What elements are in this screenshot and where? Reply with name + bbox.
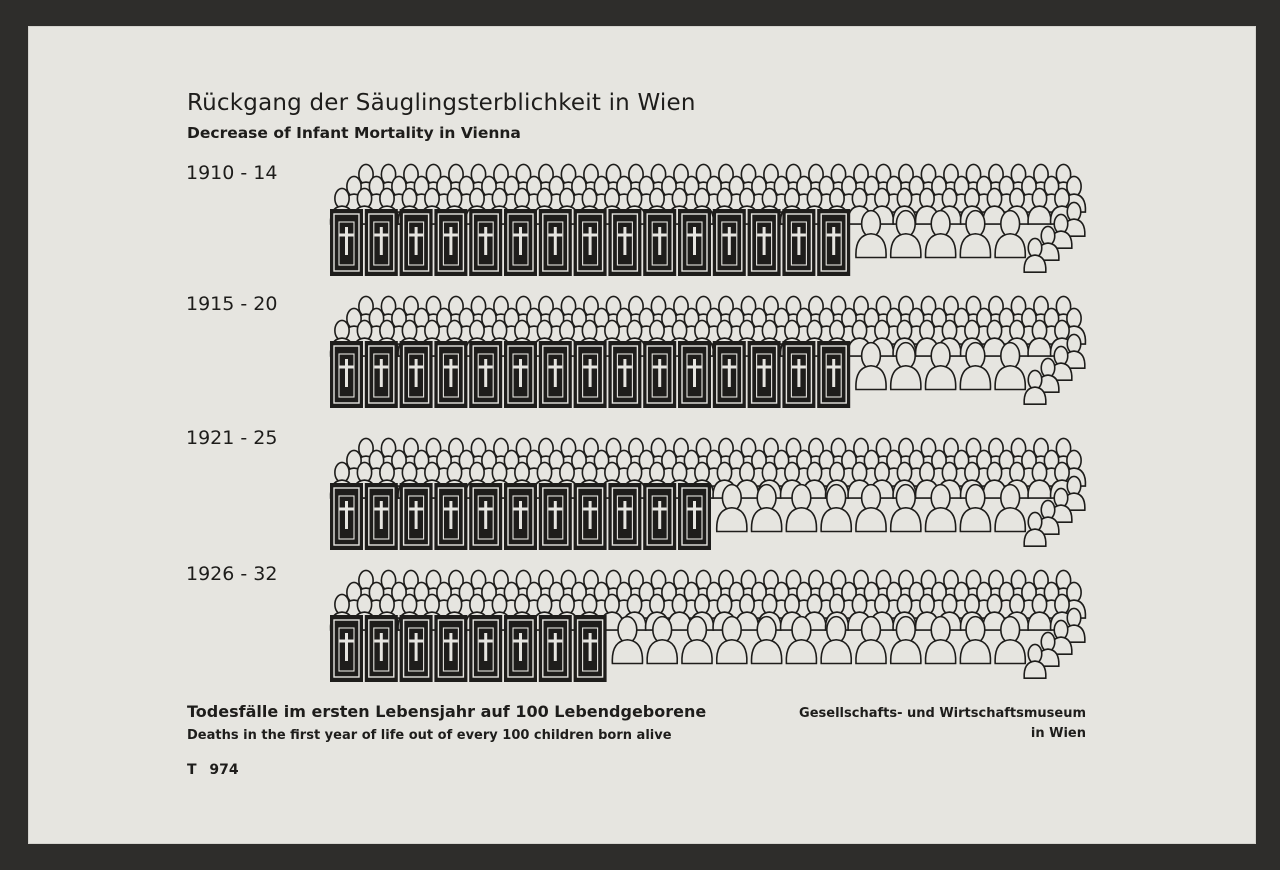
publisher-city: in Wien <box>1030 726 1086 741</box>
coffin-mark <box>678 341 711 408</box>
coffin-mark <box>365 615 398 682</box>
coffin-mark <box>434 483 467 550</box>
coffin-mark <box>539 209 572 276</box>
coffin-mark <box>539 615 572 682</box>
isotype-row <box>330 570 1085 682</box>
axis-label-en: Deaths in the first year of life out of every 100 children born alive <box>187 728 672 743</box>
coffin-mark <box>782 341 815 408</box>
coffin-mark <box>574 483 607 550</box>
coffin-mark <box>817 341 850 408</box>
coffin-mark <box>330 341 363 408</box>
coffin-mark <box>469 615 502 682</box>
coffin-mark <box>330 483 363 550</box>
coffin-mark <box>504 615 537 682</box>
coffin-mark <box>643 483 676 550</box>
coffin-mark <box>434 615 467 682</box>
coffin-mark <box>608 483 641 550</box>
isotype-row <box>330 164 1085 276</box>
coffin-mark <box>330 209 363 276</box>
coffin-mark <box>574 341 607 408</box>
coffin-mark <box>469 341 502 408</box>
coffin-mark <box>504 341 537 408</box>
publisher-name: Gesellschafts- und Wirtschaftsmuseum <box>799 706 1086 721</box>
coffin-mark <box>643 341 676 408</box>
coffin-mark <box>782 209 815 276</box>
coffin-mark <box>539 341 572 408</box>
coffin-mark <box>608 209 641 276</box>
year-label: 1926 - 32 <box>186 563 278 585</box>
coffin-mark <box>643 209 676 276</box>
coffin-mark <box>713 209 746 276</box>
coffin-mark <box>330 615 363 682</box>
coffin-mark <box>574 615 607 682</box>
coffin-mark <box>574 209 607 276</box>
chart-title: Rückgang der Säuglingsterblichkeit in Wien <box>187 90 696 116</box>
coffin-mark <box>504 209 537 276</box>
axis-label-de: Todesfälle im ersten Lebensjahr auf 100 Lebendgeborene <box>187 702 707 721</box>
coffin-mark <box>434 209 467 276</box>
coffin-mark <box>400 209 433 276</box>
catalog-number: T 974 <box>187 762 239 778</box>
coffin-mark <box>365 483 398 550</box>
coffin-mark <box>469 209 502 276</box>
coffin-mark <box>713 341 746 408</box>
coffin-mark <box>504 483 537 550</box>
coffin-mark <box>678 483 711 550</box>
coffin-mark <box>678 209 711 276</box>
isotype-row <box>330 296 1085 408</box>
coffin-mark <box>365 341 398 408</box>
coffin-mark <box>817 209 850 276</box>
coffin-mark <box>434 341 467 408</box>
coffin-mark <box>608 341 641 408</box>
chart-subtitle: Decrease of Infant Mortality in Vienna <box>187 124 521 142</box>
year-label: 1921 - 25 <box>186 427 278 449</box>
year-label: 1910 - 14 <box>186 162 278 184</box>
isotype-row <box>330 438 1085 550</box>
year-label: 1915 - 20 <box>186 293 278 315</box>
coffin-mark <box>400 483 433 550</box>
coffin-mark <box>539 483 572 550</box>
coffin-mark <box>469 483 502 550</box>
coffin-mark <box>748 209 781 276</box>
coffin-mark <box>365 209 398 276</box>
coffin-mark <box>400 615 433 682</box>
coffin-mark <box>400 341 433 408</box>
coffin-mark <box>748 341 781 408</box>
